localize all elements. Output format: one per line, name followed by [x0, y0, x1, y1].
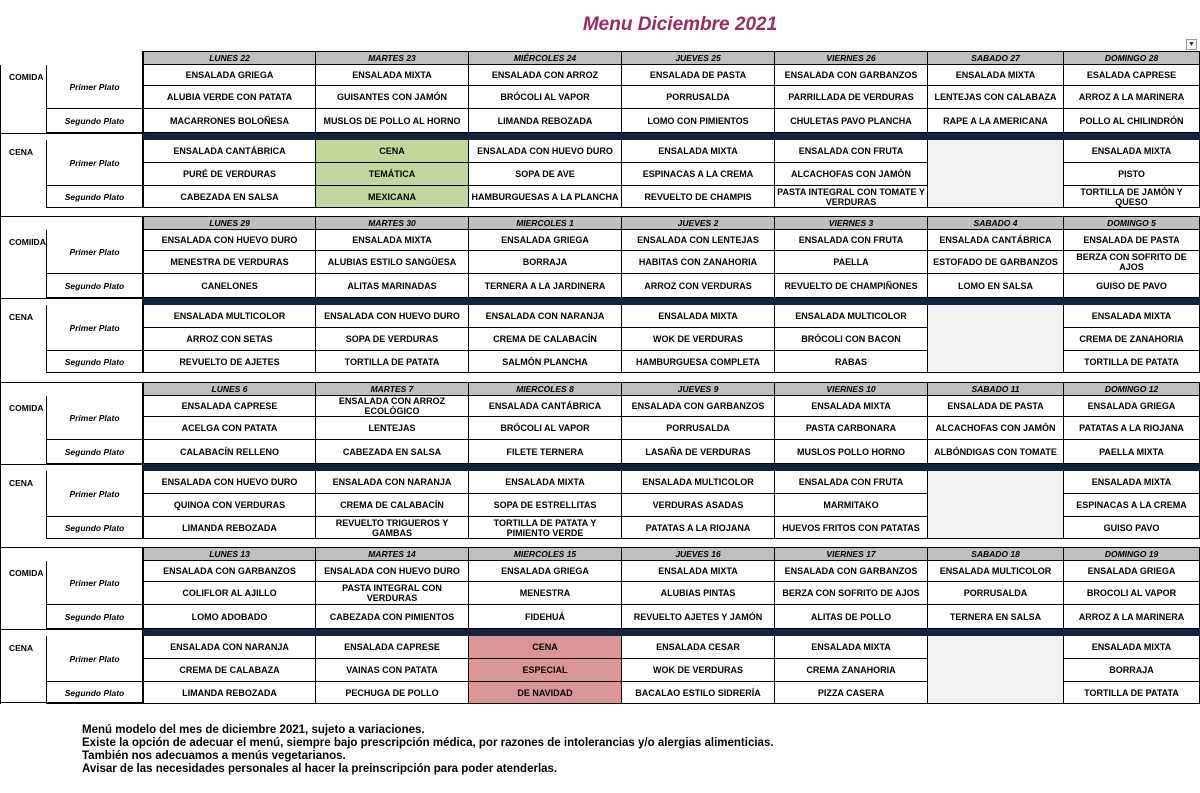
dish-cell: ENSALADA MULTICOLOR	[143, 305, 316, 328]
dish-cell: ARROZ CON VERDURAS	[622, 274, 775, 298]
dish-cell: COLIFLOR AL AJILLO	[143, 582, 316, 605]
dish-cell: PAELLA	[775, 251, 928, 274]
dish-cell: HABITAS CON ZANAHORIA	[622, 251, 775, 274]
primer-plato-label: Primer Plato	[47, 230, 143, 274]
dish-cell: ENSALADA CON ARROZ	[469, 65, 622, 86]
dish-cell: LOMO EN SALSA	[928, 274, 1064, 298]
dish-cell	[928, 682, 1064, 704]
dish-cell: FILETE TERNERA	[469, 440, 622, 464]
dish-cell: ENSALADA GRIEGA	[469, 561, 622, 582]
dish-cell: ENSALADA MIXTA	[1064, 305, 1200, 328]
dish-cell: GUISANTES CON JAMÓN	[316, 86, 469, 109]
day-header: VIERNES 3	[775, 216, 928, 230]
dish-cell: ENSALADA CON HUEVO DURO	[316, 561, 469, 582]
meal-label: COMIDA	[0, 65, 47, 133]
dish-cell: ALITAS DE POLLO	[775, 605, 928, 629]
dish-cell: PASTA INTEGRAL CON VERDURAS	[316, 582, 469, 605]
dish-cell: SALMÓN PLANCHA	[469, 351, 622, 373]
dish-cell: VAINAS CON PATATA	[316, 659, 469, 682]
dish-cell: ENSALADA CON HUEVO DURO	[316, 305, 469, 328]
corner-cell	[0, 51, 143, 65]
dish-cell: BERZA CON SOFRITO DE AJOS	[1064, 251, 1200, 274]
table-bottom-border	[0, 702, 143, 703]
corner-cell	[0, 216, 143, 230]
primer-plato-label: Primer Plato	[47, 561, 143, 605]
dish-cell: BRÓCOLI AL VAPOR	[469, 417, 622, 440]
dish-cell: ALCACHOFAS CON JAMÓN	[928, 417, 1064, 440]
dish-cell: ALUBIAS PINTAS	[622, 582, 775, 605]
row-gap	[0, 298, 143, 305]
dish-cell: LOMO ADOBADO	[143, 605, 316, 629]
dish-cell: VERDURAS ASADAS	[622, 494, 775, 517]
dish-cell: BORRAJA	[469, 251, 622, 274]
dish-cell: PATATAS A LA RIOJANA	[622, 517, 775, 539]
dish-cell: ENSALADA CANTÁBRICA	[469, 396, 622, 417]
segundo-plato-label: Segundo Plato	[47, 440, 143, 464]
dish-cell: ENSALADA MIXTA	[1064, 140, 1200, 163]
dish-cell: CHULETAS PAVO PLANCHA	[775, 109, 928, 133]
dish-cell: PISTO	[1064, 163, 1200, 186]
day-header: MARTES 14	[316, 547, 469, 561]
day-header: JUEVES 25	[622, 51, 775, 65]
day-header: SABADO 27	[928, 51, 1064, 65]
dish-cell: ENSALADA CAPRESE	[316, 636, 469, 659]
corner-cell	[0, 382, 143, 396]
dish-cell: GUISO DE PAVO	[1064, 274, 1200, 298]
segundo-plato-label: Segundo Plato	[47, 109, 143, 133]
dish-cell: PASTA CARBONARA	[775, 417, 928, 440]
primer-plato-label: Primer Plato	[47, 396, 143, 440]
dish-cell: ENSALADA CANTÁBRICA	[928, 230, 1064, 251]
dish-cell	[928, 659, 1064, 682]
primer-plato-label: Primer Plato	[47, 636, 143, 682]
day-header: SABADO 18	[928, 547, 1064, 561]
dish-cell: ENSALADA CESAR	[622, 636, 775, 659]
meal-label: CENA	[0, 471, 47, 539]
dish-cell	[928, 471, 1064, 494]
dish-cell: ENSALADA MIXTA	[775, 396, 928, 417]
dish-cell: BACALAO ESTILO SIDRERÍA	[622, 682, 775, 704]
table-left-border	[0, 65, 1, 703]
dish-cell: MACARRONES BOLOÑESA	[143, 109, 316, 133]
notes	[82, 724, 774, 776]
meal-label: COMIIDA	[0, 230, 47, 298]
dish-cell: ENSALADA CON NARANJA	[143, 636, 316, 659]
dish-cell: REVUELTO AJETES Y JAMÓN	[622, 605, 775, 629]
dish-cell: ENSALADA CON GARBANZOS	[775, 561, 928, 582]
dish-cell: TEMÁTICA	[316, 163, 469, 186]
day-header: MARTES 30	[316, 216, 469, 230]
dish-cell: LIMANDA REBOZADA	[143, 682, 316, 704]
meal-label: CENA	[0, 140, 47, 208]
row-gap	[0, 464, 143, 471]
note-line: Existe la opción de adecuar el menú, siempre bajo prescripción médica, por razones de intolerancias y/o alergias alimenticias.	[82, 737, 774, 749]
day-header: VIERNES 17	[775, 547, 928, 561]
segundo-plato-label: Segundo Plato	[47, 351, 143, 373]
dish-cell: TORTILLA DE PATATA	[1064, 682, 1200, 704]
dish-cell: CANELONES	[143, 274, 316, 298]
dish-cell: ALITAS MARINADAS	[316, 274, 469, 298]
dish-cell: ENSALADA CON ARROZ ECOLÓGICO	[316, 396, 469, 417]
day-header: DOMINGO 5	[1064, 216, 1200, 230]
day-header: LUNES 29	[143, 216, 316, 230]
note-line: También nos adecuamos a menús vegetarianos.	[82, 750, 346, 762]
dish-cell: RAPE A LA AMERICANA	[928, 109, 1064, 133]
dish-cell: ENSALADA CON FRUTA	[775, 230, 928, 251]
corner-cell	[0, 547, 143, 561]
note-line: Avisar de las necesidades personales al hacer la preinscripción para poder atenderlas.	[82, 763, 558, 775]
dish-cell: ENSALADA CANTÁBRICA	[143, 140, 316, 163]
day-header: DOMINGO 19	[1064, 547, 1200, 561]
dish-cell: PARRILLADA DE VERDURAS	[775, 86, 928, 109]
dish-cell: MENESTRA DE VERDURAS	[143, 251, 316, 274]
day-header: SABADO 4	[928, 216, 1064, 230]
dish-cell: REVUELTO DE CHAMPIÑONES	[775, 274, 928, 298]
dish-cell: CENA	[469, 636, 622, 659]
dish-cell: MENESTRA	[469, 582, 622, 605]
dish-cell: ENSALADA GRIEGA	[469, 230, 622, 251]
segundo-plato-label: Segundo Plato	[47, 517, 143, 539]
meal-label: COMIDA	[0, 396, 47, 464]
day-header: LUNES 13	[143, 547, 316, 561]
dish-cell: RABAS	[775, 351, 928, 373]
dish-cell: LASAÑA DE VERDURAS	[622, 440, 775, 464]
note-line: Menú modelo del mes de diciembre 2021, sujeto a variaciones.	[82, 724, 425, 736]
dish-cell: ENSALADA CON GARBANZOS	[143, 561, 316, 582]
dish-cell	[928, 351, 1064, 373]
dish-cell: ENSALADA CON LENTEJAS	[622, 230, 775, 251]
dish-cell: CALABACÍN RELLENO	[143, 440, 316, 464]
dish-cell: CREMA DE CALABAZA	[143, 659, 316, 682]
section-separator	[143, 133, 1200, 140]
dish-cell: FIDEHUÁ	[469, 605, 622, 629]
dish-cell: ENSALADA CAPRESE	[143, 396, 316, 417]
day-header: MIERCOLES 8	[469, 382, 622, 396]
dish-cell: DE NAVIDAD	[469, 682, 622, 704]
dish-cell: REVUELTO DE CHAMPIS	[622, 186, 775, 208]
dish-cell	[928, 636, 1064, 659]
dropdown-arrow-icon[interactable]: ▼	[1186, 39, 1197, 50]
dish-cell	[928, 140, 1064, 163]
dish-cell: ENSALADA GRIEGA	[143, 65, 316, 86]
dish-cell: MUSLOS POLLO HORNO	[775, 440, 928, 464]
dish-cell: ENSALADA CON NARANJA	[469, 305, 622, 328]
primer-plato-label: Primer Plato	[47, 305, 143, 351]
dish-cell: HAMBURGUESA COMPLETA	[622, 351, 775, 373]
day-header: MIÉRCOLES 24	[469, 51, 622, 65]
dish-cell: ENSALADA CON NARANJA	[316, 471, 469, 494]
segundo-plato-label: Segundo Plato	[47, 605, 143, 629]
dish-cell: POLLO AL CHILINDRÓN	[1064, 109, 1200, 133]
dish-cell	[928, 186, 1064, 208]
dish-cell: CREMA DE ZANAHORIA	[1064, 328, 1200, 351]
row-gap	[0, 133, 143, 140]
primer-plato-label: Primer Plato	[47, 65, 143, 109]
dish-cell: CREMA DE CALABACÍN	[469, 328, 622, 351]
section-separator	[143, 298, 1200, 305]
dish-cell: PATATAS A LA RIOJANA	[1064, 417, 1200, 440]
dish-cell: WOK DE VERDURAS	[622, 659, 775, 682]
dish-cell: ACELGA CON PATATA	[143, 417, 316, 440]
day-header: VIERNES 10	[775, 382, 928, 396]
meal-label: CENA	[0, 636, 47, 704]
dish-cell: BORRAJA	[1064, 659, 1200, 682]
dish-cell: LENTEJAS	[316, 417, 469, 440]
dish-cell: REVUELTO DE AJETES	[143, 351, 316, 373]
primer-plato-label: Primer Plato	[47, 471, 143, 517]
dish-cell: HUEVOS FRITOS CON PATATAS	[775, 517, 928, 539]
dish-cell: ENSALADA GRIEGA	[1064, 561, 1200, 582]
dish-cell: ENSALADA MIXTA	[622, 305, 775, 328]
meal-label: CENA	[0, 305, 47, 373]
dish-cell: QUINOA CON VERDURAS	[143, 494, 316, 517]
dish-cell: PIZZA CASERA	[775, 682, 928, 704]
dish-cell	[928, 305, 1064, 328]
dish-cell: PECHUGA DE POLLO	[316, 682, 469, 704]
dish-cell: BRÓCOLI CON BACON	[775, 328, 928, 351]
dish-cell: CENA	[316, 140, 469, 163]
day-header: MARTES 23	[316, 51, 469, 65]
day-header: DOMINGO 28	[1064, 51, 1200, 65]
dish-cell: ENSALADA CON GARBANZOS	[775, 65, 928, 86]
dish-cell: PORRUSALDA	[622, 417, 775, 440]
dish-cell: PAELLA MIXTA	[1064, 440, 1200, 464]
dish-cell: BERZA CON SOFRITO DE AJOS	[775, 582, 928, 605]
dish-cell: ESPINACAS A LA CREMA	[622, 163, 775, 186]
dish-cell: PASTA INTEGRAL CON TOMATE Y VERDURAS	[775, 186, 928, 208]
dish-cell: CREMA ZANAHORIA	[775, 659, 928, 682]
dish-cell: CREMA DE CALABACÍN	[316, 494, 469, 517]
dish-cell: GUISO PAVO	[1064, 517, 1200, 539]
dish-cell: ARROZ A LA MARINERA	[1064, 86, 1200, 109]
dish-cell: PORRUSALDA	[622, 86, 775, 109]
day-header: JUEVES 2	[622, 216, 775, 230]
dish-cell: ALUBIA VERDE CON PATATA	[143, 86, 316, 109]
day-header: MIERCOLES 1	[469, 216, 622, 230]
meal-label: COMIDA	[0, 561, 47, 629]
dish-cell: TERNERA A LA JARDINERA	[469, 274, 622, 298]
dish-cell: SOPA DE AVE	[469, 163, 622, 186]
row-gap	[0, 629, 143, 636]
dish-cell: ENSALADA MIXTA	[1064, 636, 1200, 659]
dish-cell	[928, 163, 1064, 186]
dish-cell: CABEZADA CON PIMIENTOS	[316, 605, 469, 629]
dish-cell: LIMANDA REBOZADA	[143, 517, 316, 539]
dish-cell: REVUELTO TRIGUEROS Y GAMBAS	[316, 517, 469, 539]
dish-cell: ENSALADA MIXTA	[469, 471, 622, 494]
dish-cell: ARROZ CON SETAS	[143, 328, 316, 351]
day-header: MIERCOLES 15	[469, 547, 622, 561]
day-header: SABADO 11	[928, 382, 1064, 396]
dish-cell: ENSALADA MIXTA	[622, 561, 775, 582]
dish-cell: SOPA DE ESTRELLITAS	[469, 494, 622, 517]
dish-cell: ALCACHOFAS CON JAMÓN	[775, 163, 928, 186]
dish-cell: ENSALADA MULTICOLOR	[775, 305, 928, 328]
dish-cell: ESPINACAS A LA CREMA	[1064, 494, 1200, 517]
dish-cell	[928, 328, 1064, 351]
day-header: LUNES 22	[143, 51, 316, 65]
dish-cell: ESALADA CAPRESE	[1064, 65, 1200, 86]
dish-cell: ENSALADA MIXTA	[316, 230, 469, 251]
dish-cell: ENSALADA DE PASTA	[928, 396, 1064, 417]
dish-cell: ENSALADA MULTICOLOR	[622, 471, 775, 494]
dish-cell: ALUBIAS ESTILO SANGÜESA	[316, 251, 469, 274]
dish-cell: ENSALADA GRIEGA	[1064, 396, 1200, 417]
dish-cell: TORTILLA DE PATATA	[316, 351, 469, 373]
dish-cell: ENSALADA CON HUEVO DURO	[143, 230, 316, 251]
dish-cell: ENSALADA MIXTA	[928, 65, 1064, 86]
dish-cell: LOMO CON PIMIENTOS	[622, 109, 775, 133]
day-header: JUEVES 9	[622, 382, 775, 396]
dish-cell: MEXICANA	[316, 186, 469, 208]
dish-cell: MARMITAKO	[775, 494, 928, 517]
dish-cell: ENSALADA CON FRUTA	[775, 471, 928, 494]
segundo-plato-label: Segundo Plato	[47, 274, 143, 298]
dish-cell: BROCOLI AL VAPOR	[1064, 582, 1200, 605]
section-separator	[143, 464, 1200, 471]
day-header: MARTES 7	[316, 382, 469, 396]
dish-cell: CABEZADA EN SALSA	[143, 186, 316, 208]
page-title: Menu Diciembre 2021	[582, 14, 778, 35]
dish-cell: ENSALADA MIXTA	[775, 636, 928, 659]
dish-cell: ENSALADA MIXTA	[1064, 471, 1200, 494]
dish-cell: ENSALADA MULTICOLOR	[928, 561, 1064, 582]
day-header: DOMINGO 12	[1064, 382, 1200, 396]
day-header: LUNES 6	[143, 382, 316, 396]
dish-cell: ENSALADA CON HUEVO DURO	[143, 471, 316, 494]
dish-cell: LENTEJAS CON CALABAZA	[928, 86, 1064, 109]
dish-cell: TERNERA EN SALSA	[928, 605, 1064, 629]
dish-cell: ENSALADA DE PASTA	[1064, 230, 1200, 251]
dish-cell: CABEZADA EN SALSA	[316, 440, 469, 464]
dish-cell: WOK DE VERDURAS	[622, 328, 775, 351]
dish-cell: ESTOFADO DE GARBANZOS	[928, 251, 1064, 274]
dish-cell	[928, 494, 1064, 517]
segundo-plato-label: Segundo Plato	[47, 186, 143, 208]
dish-cell: ENSALADA MIXTA	[316, 65, 469, 86]
dish-cell: SOPA DE VERDURAS	[316, 328, 469, 351]
dish-cell: PORRUSALDA	[928, 582, 1064, 605]
dish-cell: TORTILLA DE PATATA Y PIMIENTO VERDE	[469, 517, 622, 539]
dish-cell: ESPECIAL	[469, 659, 622, 682]
dish-cell: BRÓCOLI AL VAPOR	[469, 86, 622, 109]
dish-cell: TORTILLA DE PATATA	[1064, 351, 1200, 373]
day-header: JUEVES 16	[622, 547, 775, 561]
dish-cell: ENSALADA CON HUEVO DURO	[469, 140, 622, 163]
dish-cell: MUSLOS DE POLLO AL HORNO	[316, 109, 469, 133]
dish-cell: ENSALADA DE PASTA	[622, 65, 775, 86]
dish-cell	[928, 517, 1064, 539]
day-header: VIERNES 26	[775, 51, 928, 65]
segundo-plato-label: Segundo Plato	[47, 682, 143, 704]
dish-cell: ALBÓNDIGAS CON TOMATE	[928, 440, 1064, 464]
dish-cell: ENSALADA CON GARBANZOS	[622, 396, 775, 417]
dish-cell: TORTILLA DE JAMÓN Y QUESO	[1064, 186, 1200, 208]
dish-cell: ARROZ A LA MARINERA	[1064, 605, 1200, 629]
section-separator	[143, 629, 1200, 636]
dish-cell: ENSALADA MIXTA	[622, 140, 775, 163]
primer-plato-label: Primer Plato	[47, 140, 143, 186]
dish-cell: PURÉ DE VERDURAS	[143, 163, 316, 186]
dish-cell: ENSALADA CON FRUTA	[775, 140, 928, 163]
dish-cell: LIMANDA REBOZADA	[469, 109, 622, 133]
dish-cell: HAMBURGUESAS A LA PLANCHA	[469, 186, 622, 208]
